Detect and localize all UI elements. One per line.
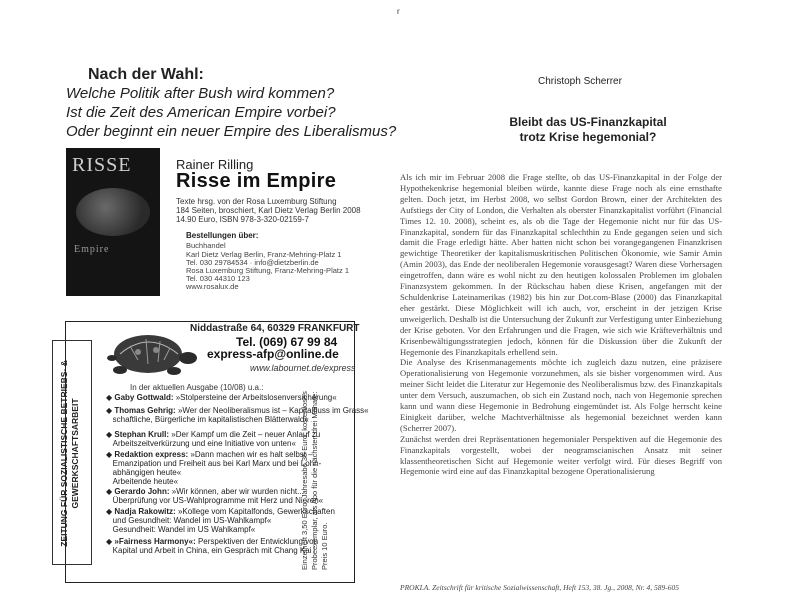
- issue-topic: Kapital und Arbeit in China, ein Gespräch mit Chang Kai: [112, 546, 312, 555]
- issue-topic: ◆ Gaby Gottwald: »Stolpersteine der Arbeitslosenversicherung«: [106, 393, 337, 402]
- order-line: Buchhandel: [186, 241, 226, 250]
- order-line: Karl Dietz Verlag Berlin, Franz-Mehring-Platz 1: [186, 250, 342, 259]
- issue-topic: ◆ »Fairness Harmony«: Perspektiven der Entwicklung von: [106, 537, 319, 546]
- book-title: Risse im Empire: [176, 170, 337, 192]
- issue-topic: ◆ Gerardo John: »Wir können, aber wir wurden nicht...: [106, 487, 304, 496]
- publisher-line: 14.90 Euro, ISBN 978-3-320-02159-7: [176, 215, 309, 224]
- issue-topic: ◆ Nadja Rakowitz: »Kollege vom Kapitalfonds, Gewerkschaften: [106, 507, 335, 516]
- article-title-line: trotz Krise hegemonial?: [519, 130, 657, 144]
- article-paragraph: Zunächst werden drei Repräsentationen hegemonialer Perspektiven auf die Hegemonie des Finanzkapitals vorgestellt, wobei der neogramscianischen Ansatz mit seiner klassentheoretischen Sicht auf Hegemonie weiter verfolgt wird. Für dieses Begriff von Hegemonie wird eine auf das Finanzkapital bezogene Operationalisierung: [400, 433, 722, 477]
- order-line: Tel. 030 44310 123: [186, 274, 250, 283]
- page-corner-mark: r: [397, 7, 400, 16]
- express-side-label: [52, 340, 92, 565]
- cover-title-text: RISSE: [72, 154, 132, 176]
- cover-subtitle-text: Empire: [74, 244, 110, 255]
- express-side-text: ZEITUNG FÜR SOZIALISTISCHE BETRIEBS- & GEWERKSCHAFTSARBEIT: [59, 360, 80, 547]
- book-cover-image: [66, 148, 160, 296]
- issue-topic: Emanzipation und Freiheit aus bei Karl Marx und bei Lohn-: [112, 459, 322, 468]
- publisher-line: Texte hrsg. von der Rosa Luxemburg Stiftung: [176, 197, 337, 206]
- issue-heading: In der aktuellen Ausgabe (10/08) u.a.:: [130, 383, 264, 392]
- order-line: Rosa Luxemburg Stiftung, Franz-Mehring-Platz 1: [186, 266, 349, 275]
- article-paragraph: Die Analyse des Krisenmanagements möchte ich zugleich dazu nutzen, eine präzisere Operationalisierung von Hegemonie vorzunehmen, als sie bisher vorgenommen wird. Aus meiner Sicht leidet die Literatur zur Hegemonie des Neoliberalismus bzw. des Finanzkapitals unter dem Versuch, auszumachen, ob sich ein Zustand noch, nach von Hegemonie sprechen kann und wann diese Hegemonie in Bedrohung eingemündet ist. Als Folge herrscht keine Einigkeit darüber, welche Machtverhältnisse als hegemonial bezeichnet werden kann (Scherrer 2007).: [400, 357, 722, 433]
- express-address: Niddastraße 64, 60329 FRANKFURT: [190, 323, 360, 334]
- issue-topic: ◆ Thomas Gehrig: »Wer der Neoliberalismus ist – Kapitalfluss im Grass«: [106, 406, 369, 415]
- article-body: [400, 172, 722, 477]
- cover-artwork: [76, 188, 150, 236]
- express-phone: Tel. (069) 67 99 84: [236, 335, 338, 349]
- publisher-line: 184 Seiten, broschiert, Karl Dietz Verlag Berlin 2008: [176, 206, 361, 215]
- book-author: Rainer Rilling: [176, 157, 254, 172]
- ad-heading: Nach der Wahl:: [88, 66, 204, 83]
- order-line: Tel. 030 29784534 · info@dietzberlin.de: [186, 258, 319, 267]
- ad-tagline: Ist die Zeit des American Empire vorbei?: [66, 104, 336, 121]
- journal-footer: PROKLA. Zeitschrift für kritische Sozialwissenschaft, Heft 153, 38. Jg., 2008, Nr. 4, 589-605: [400, 583, 679, 592]
- issue-topic: ◆ Redaktion express: »Dann machen wir es halt selbst –: [106, 450, 313, 459]
- issue-topic: Gesundheit: Wandel im US Wahlkampf«: [112, 525, 256, 534]
- issue-topic: Arbeitende heute«: [112, 477, 179, 486]
- turtle-logo-icon: [100, 324, 200, 380]
- issue-topic: abhängigen heute«: [112, 468, 182, 477]
- express-web-link[interactable]: www.labournet.de/express: [250, 363, 356, 373]
- express-vertical-info: Einzelheft 3,50 Euro, Jahresabo 35 Euro, kostenloses Probeexemplar, als Abo für die nächsten drei Monate: Preis 10 Euro.: [300, 391, 329, 570]
- ad-tagline: Welche Politik after Bush wird kommen?: [66, 85, 335, 102]
- issue-topic: und Gesundheit: Wandel im US-Wahlkampf«: [112, 516, 272, 525]
- article-author: Christoph Scherrer: [538, 76, 622, 87]
- issue-topic: Überprüfung vor US-Wahlprogramme mit Herz und Nieren«: [112, 496, 324, 505]
- issue-topic: ◆ Stephan Krull: »Der Kampf um die Zeit – neuer Anlauf zu: [106, 430, 321, 439]
- order-line: www.rosalux.de: [186, 282, 239, 291]
- order-heading: Bestellungen über:: [186, 231, 259, 240]
- article-paragraph: Als ich mir im Februar 2008 die Frage stellte, ob das US-Finanzkapital in der Folge der Hypothekenkrise hegemonial bleiben würde, kannte diese Frage noch als eine ernsthafte gelten. Doch jetzt, im Herbst 2008, wo selbst Gordon Brown, einer der Architekten des Aufstiegs der City of London, die Verhalten als oberster Finanzkapitalist vorführt (Financial Times 12. 10. 2008), scheint es, als ob die Tage der Hegemonie nicht nur für das US-Finanzkapital, sondern für das Finanzkapital schlechthin zu Ende gegangen seien und sich damit die Frage erledigt hätte. Aber hatten nicht schon bei vorangegangenen Finanzkrisen gewichtige Theoretiker der kapitalismuskritischen Politischen Ökonomie, wie Samir Amin (Amin 2003), das Ende der neoliberalen Hegemonie vorausgesagt? Waren diese Vorhersagen eingetroffen, dann wäre es wohl nicht zu den heutigen kolossalen Problemen im globalen Finanzsystem gekommen. In der Rückschau haben diese Krisen, angefangen mit der Schuldenkrise Lateinamerikas (1982) bis hin zur Dot.com-Blase (2000) das Finanzkapital eher gestärkt. Diese Möglichkeit will ich auch, vor, erscheint in der jetzigen Krise unweigerlich. Deshalb ist die Untersuchung der Zukunft zur Verfestigung unter Einbeziehung der Krise geboten. Vor den Erfahrungen und die Fragen, wie sich wie Kräfteverhältnis und Krisenbewältigungsstrategien jedoch, können für die Diskussion über die Zukunft der Hegemonie des Finanzkapitals erhellend sein.: [400, 172, 722, 357]
- article-title: [493, 115, 683, 145]
- issue-topic: schaftliche, Bürgerliche im kapitalistischen Blätterwald«: [112, 415, 309, 424]
- express-email-link[interactable]: express-afp@online.de: [207, 347, 339, 361]
- ad-tagline: Oder beginnt ein neuer Empire des Liberalismus?: [66, 123, 397, 140]
- article-title-line: Bleibt das US-Finanzkapital: [509, 115, 667, 129]
- issue-topic: Arbeitszeitverkürzung und eine Initiative von unten«: [112, 439, 296, 448]
